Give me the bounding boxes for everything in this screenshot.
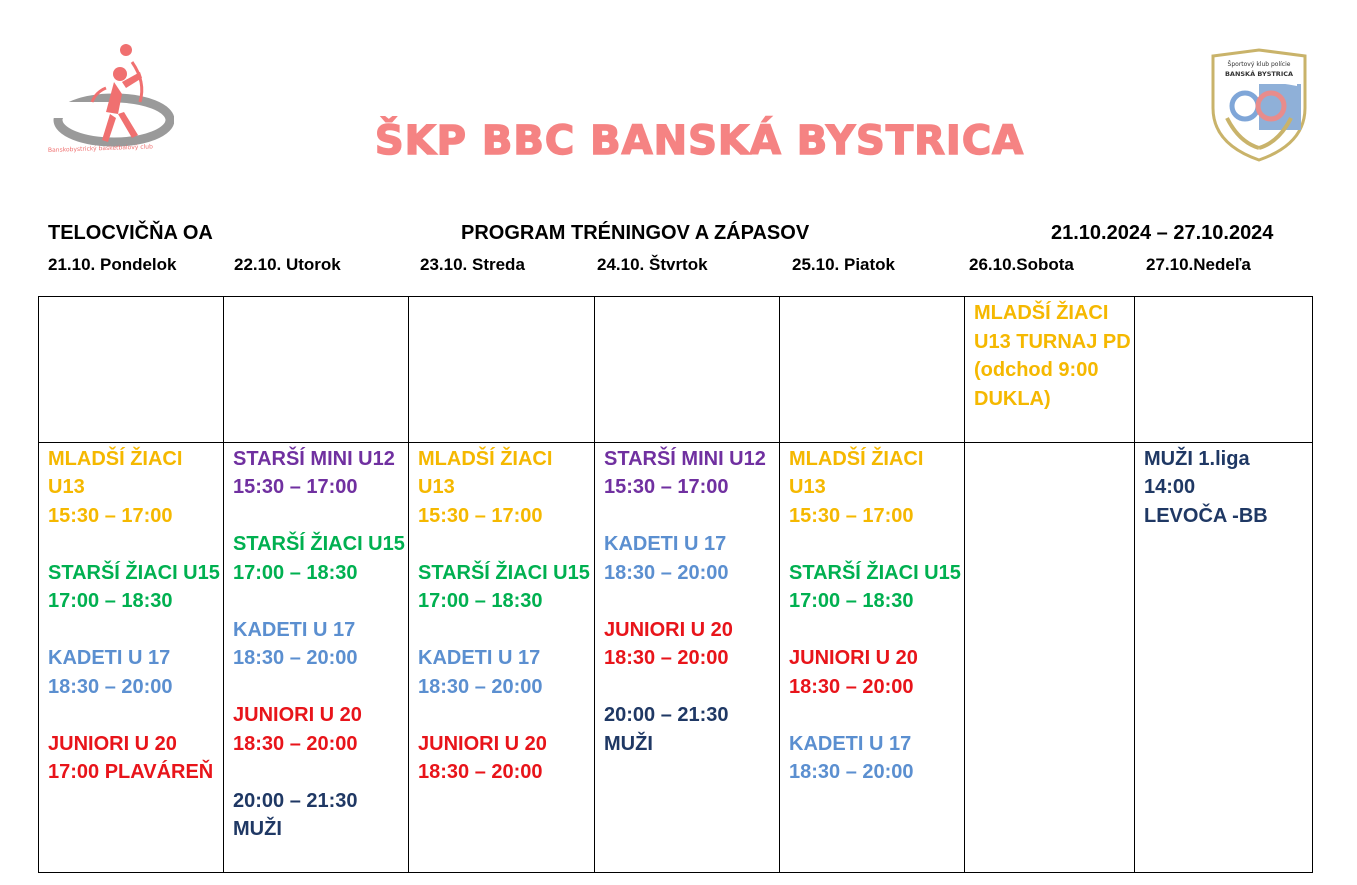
entry-time: 18:30 – 20:00 bbox=[233, 732, 358, 755]
schedule-entry bbox=[48, 445, 221, 531]
entry-time: 18:30 – 20:00 bbox=[789, 675, 914, 698]
schedule-entry bbox=[233, 616, 406, 673]
schedule-entry bbox=[789, 730, 962, 787]
entry-team: STARŠÍ ŽIACI U15 bbox=[233, 533, 405, 555]
entry-team: MUŽI 1.liga bbox=[1144, 447, 1250, 470]
schedule-entry bbox=[1144, 502, 1310, 531]
schedule-cell bbox=[1135, 442, 1313, 873]
day-label-monday: 21.10. Pondelok bbox=[48, 255, 177, 274]
entry-team: STARŠÍ ŽIACI U15 bbox=[418, 561, 590, 584]
entry-team: JUNIORI U 20 bbox=[604, 618, 733, 641]
entry-team: STARŠÍ MINI U12 bbox=[604, 447, 766, 470]
schedule-entry bbox=[789, 559, 962, 616]
day-label-thursday: 24.10. Štvrtok bbox=[597, 255, 708, 274]
svg-text:Športový klub polície: Športový klub polície bbox=[1227, 61, 1291, 68]
entry-time: 15:30 – 17:00 bbox=[48, 504, 173, 527]
schedule-entry bbox=[48, 559, 221, 616]
entry-team: KADETI U 17 bbox=[789, 732, 912, 755]
schedule-cell bbox=[595, 297, 780, 443]
entry-time: 14:00 bbox=[1144, 476, 1196, 498]
entry-time: MUŽI bbox=[233, 818, 282, 840]
schedule-entry bbox=[604, 445, 777, 502]
schedule-entry bbox=[604, 530, 777, 587]
schedule-cell bbox=[1135, 297, 1313, 443]
schedule-cell bbox=[224, 297, 409, 443]
schedule-entry bbox=[48, 730, 221, 787]
entry-team: KADETI U 17 bbox=[418, 647, 541, 669]
schedule-entry bbox=[418, 644, 592, 701]
page-title: ŠKP BBC BANSKÁ BYSTRICA bbox=[374, 118, 1025, 164]
entry-time: 17:00 – 18:30 bbox=[48, 590, 173, 612]
entry-time: 18:30 – 20:00 bbox=[604, 647, 729, 669]
schedule-cell bbox=[409, 442, 595, 873]
schedule-entry bbox=[418, 730, 592, 787]
schedule-entry bbox=[1144, 445, 1310, 502]
entry-team: MLADŠÍ ŽIACI U13 bbox=[789, 447, 924, 498]
schedule-cell bbox=[965, 442, 1135, 873]
entry-time: 18:30 – 20:00 bbox=[418, 675, 543, 698]
entry-team: KADETI U 17 bbox=[604, 533, 727, 555]
schedule-cell bbox=[780, 442, 965, 873]
schedule-entry bbox=[418, 559, 592, 616]
schedule-entry bbox=[233, 701, 406, 758]
schedule-cell bbox=[409, 297, 595, 443]
entry-team: KADETI U 17 bbox=[48, 647, 171, 669]
entry-time: 17:00 PLAVÁREŇ bbox=[48, 761, 214, 783]
schedule-entry bbox=[604, 616, 777, 673]
entry-time: 18:30 – 20:00 bbox=[48, 675, 173, 698]
entry-team: JUNIORI U 20 bbox=[789, 647, 918, 669]
schedule-row-main bbox=[39, 442, 1313, 873]
entry-team: JUNIORI U 20 bbox=[233, 704, 362, 726]
schedule-cell bbox=[224, 442, 409, 873]
schedule-entry bbox=[604, 701, 777, 758]
schedule-row-top bbox=[39, 297, 1313, 443]
schedule-entry bbox=[789, 644, 962, 701]
schedule-entry bbox=[418, 445, 592, 531]
day-label-saturday: 26.10.Sobota bbox=[969, 255, 1074, 274]
schedule-cell bbox=[595, 442, 780, 873]
entry-team: MLADŠÍ ŽIACI U13 bbox=[48, 447, 183, 498]
entry-time: 15:30 – 17:00 bbox=[789, 504, 914, 527]
entry-time: MUŽI bbox=[604, 732, 653, 755]
entry-time: 18:30 – 20:00 bbox=[233, 647, 358, 669]
entry-time: 15:30 – 17:00 bbox=[233, 476, 358, 498]
schedule-entry bbox=[233, 787, 406, 844]
entry-team: JUNIORI U 20 bbox=[48, 732, 177, 755]
entry-team: MLADŠÍ ŽIACI U13 TURNAJ PD (odchod 9:00 DUKLA) bbox=[974, 302, 1131, 410]
entry-team: STARŠÍ MINI U12 bbox=[233, 447, 395, 470]
svg-text:BANSKÁ BYSTRICA: BANSKÁ BYSTRICA bbox=[1224, 70, 1294, 78]
schedule-entry bbox=[233, 445, 406, 502]
schedule-table bbox=[38, 296, 1313, 873]
entry-time: 17:00 – 18:30 bbox=[789, 590, 914, 612]
entry-team: MLADŠÍ ŽIACI U13 bbox=[418, 447, 553, 498]
entry-team: JUNIORI U 20 bbox=[418, 732, 547, 755]
entry-team: STARŠÍ ŽIACI U15 bbox=[789, 561, 961, 584]
schedule-cell bbox=[780, 297, 965, 443]
program-title: PROGRAM TRÉNINGOV A ZÁPASOV bbox=[461, 222, 810, 244]
day-label-friday: 25.10. Piatok bbox=[792, 255, 896, 274]
entry-time: 15:30 – 17:00 bbox=[418, 504, 543, 527]
entry-time: 17:00 – 18:30 bbox=[233, 561, 358, 584]
schedule-cell bbox=[39, 442, 224, 873]
venue-label: TELOCVIČŇA OA bbox=[48, 222, 213, 244]
date-range: 21.10.2024 – 27.10.2024 bbox=[1051, 222, 1274, 244]
entry-time: 18:30 – 20:00 bbox=[789, 761, 914, 783]
day-label-sunday: 27.10.Nedeľa bbox=[1146, 255, 1251, 274]
entry-team: STARŠÍ ŽIACI U15 bbox=[48, 561, 220, 584]
entry-team: 20:00 – 21:30 bbox=[233, 789, 358, 812]
entry-team: KADETI U 17 bbox=[233, 618, 356, 641]
schedule-entry bbox=[974, 299, 1132, 413]
day-label-wednesday: 23.10. Streda bbox=[420, 255, 525, 274]
entry-time: 15:30 – 17:00 bbox=[604, 476, 729, 498]
schedule-entry bbox=[48, 644, 221, 701]
schedule-entry bbox=[233, 530, 406, 587]
schedule-cell bbox=[39, 297, 224, 443]
entry-time: 18:30 – 20:00 bbox=[604, 561, 729, 584]
entry-time: 17:00 – 18:30 bbox=[418, 590, 543, 612]
schedule-cell bbox=[965, 297, 1135, 443]
day-label-tuesday: 22.10. Utorok bbox=[234, 255, 341, 274]
svg-text:Banskobystrický basketbalový c: Banskobystrický basketbalový club bbox=[47, 143, 153, 154]
entry-team: LEVOČA -BB bbox=[1144, 504, 1268, 527]
entry-team: 20:00 – 21:30 bbox=[604, 704, 729, 726]
schedule-entry bbox=[789, 445, 962, 531]
entry-time: 18:30 – 20:00 bbox=[418, 761, 543, 783]
